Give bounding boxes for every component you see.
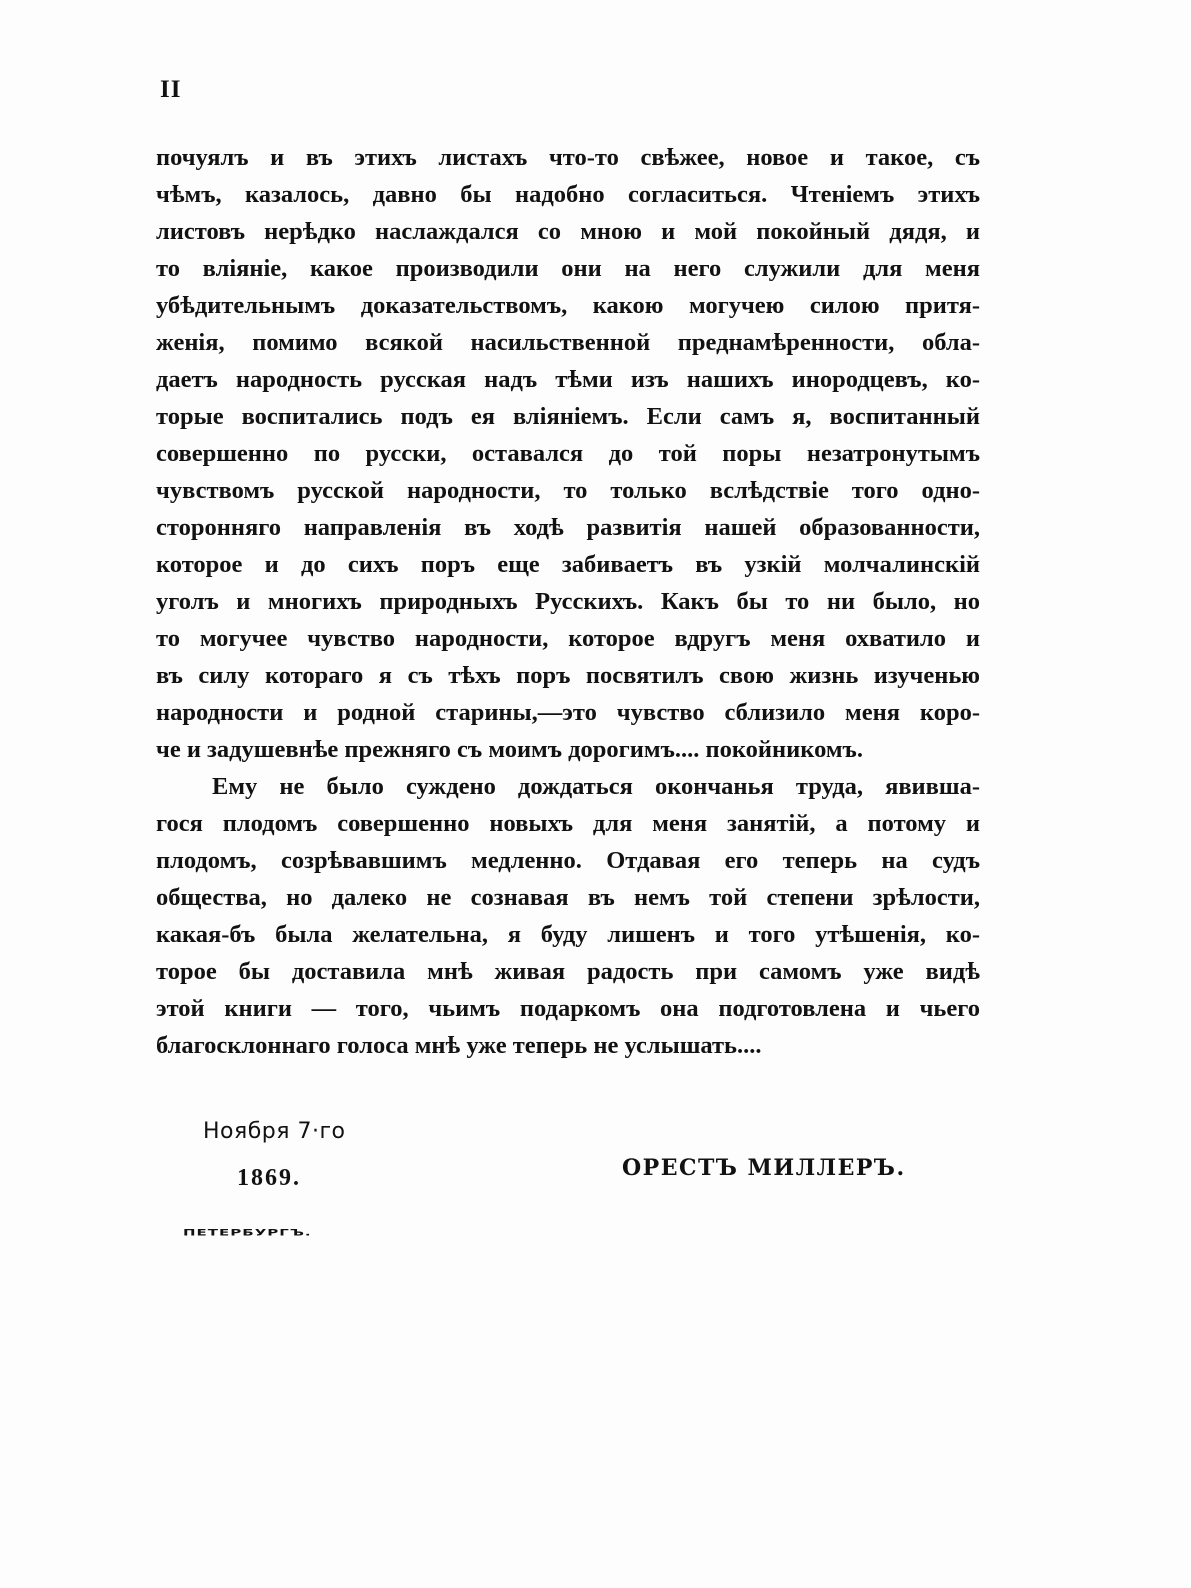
text-line: общества, но далеко не сознавая въ немъ той степени зрѣлости, [156,884,980,911]
text-line: этой книги — того, чьимъ подаркомъ она подготовлена и чьего [156,995,980,1022]
date-year: 1869. [237,1165,301,1191]
place-name: ПЕТЕРБУРГЪ. [183,1227,312,1238]
author-signature: ОРЕСТЪ МИЛЛЕРЪ. [622,1155,906,1181]
text-line: въ силу котораго я съ тѣхъ поръ посвятилъ свою жизнь изученью [156,662,980,689]
text-line: уголъ и многихъ природныхъ Русскихъ. Какъ бы то ни было, но [156,588,980,615]
text-line: Ему не было суждено дождаться окончанья труда, явивша- [212,773,980,800]
text-line: торые воспитались подъ ея вліяніемъ. Если самъ я, воспитанный [156,403,980,430]
date-day: Ноября 7·го [203,1119,346,1144]
text-line: то вліяніе, какое производили они на него служили для меня [156,255,980,282]
text-line: убѣдительнымъ доказательствомъ, какою могучею силою притя- [156,292,980,319]
text-line: листовъ нерѣдко наслаждался со мною и мой покойный дядя, и [156,218,980,245]
text-line: почуялъ и въ этихъ листахъ что-то свѣжее, новое и такое, съ [156,144,980,171]
text-line: чувствомъ русской народности, то только вслѣдствіе того одно- [156,477,980,504]
text-line: совершенно по русски, оставался до той поры незатронутымъ [156,440,980,467]
text-line: торое бы доставила мнѣ живая радость при самомъ уже видѣ [156,958,980,985]
text-line: народности и родной старины,—это чувство сблизило меня коро- [156,699,980,726]
text-line: че и задушевнѣе прежняго съ моимъ дорогимъ.... покойникомъ. [156,736,863,763]
text-line: гося плодомъ совершенно новыхъ для меня занятій, а потому и [156,810,980,837]
page-number: II [160,76,182,103]
text-line: плодомъ, созрѣвавшимъ медленно. Отдавая его теперь на судъ [156,847,980,874]
text-line: женія, помимо всякой насильственной преднамѣренности, обла- [156,329,980,356]
text-line: чѣмъ, казалось, давно бы надобно согласиться. Чтеніемъ этихъ [156,181,980,208]
text-line: даетъ народность русская надъ тѣми изъ нашихъ инородцевъ, ко- [156,366,980,393]
text-line: благосклоннаго голоса мнѣ уже теперь не услышать.... [156,1032,762,1059]
text-line: сторонняго направленія въ ходѣ развитія нашей образованности, [156,514,980,541]
text-line: которое и до сихъ поръ еще забиваетъ въ узкій молчалинскій [156,551,980,578]
text-line: то могучее чувство народности, которое вдругъ меня охватило и [156,625,980,652]
text-line: какая-бъ была желательна, я буду лишенъ и того утѣшенія, ко- [156,921,980,948]
